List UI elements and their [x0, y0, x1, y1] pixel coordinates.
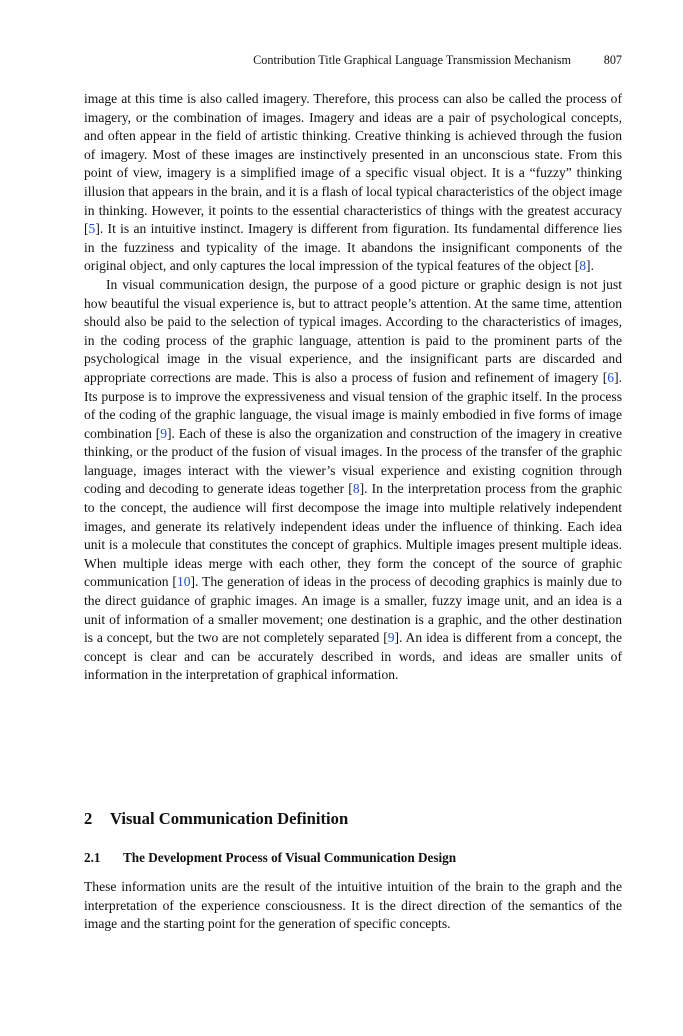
citation-link[interactable]: 9: [387, 630, 395, 646]
paragraph-text: ]. It is an intuitive instinct. Imagery is different from figuration. Its fundamental difference lies in the fuzziness and typicality of the image. It abandons the insignificant components of the original object, and only captures the local impression of the typical features of the object [: [84, 221, 622, 274]
paragraph-text: ].: [586, 258, 594, 274]
citation-link[interactable]: 10: [176, 574, 191, 590]
paragraph-text: ]. The generation of ideas in the process of decoding graphics is mainly due to the direct guidance of graphic images. An image is a smaller, fuzzy image unit, and an idea is a unit of information of a smaller movement; one destination is a graphic, and the other destination is a concept, but the two are not completely separated [: [84, 574, 622, 646]
paragraph-text: ]. Each of these is also the organization and construction of the imagery in creative thinking, or the product of the fusion of visual images. In the process of the transfer of the graphic language, images interact with the viewer’s visual experience and existing cognition through coding and decoding to generate ideas together [: [84, 425, 622, 497]
paragraph-3: These information units are the result of the intuitive intuition of the brain to the graph and the interpretation of the experience consciousness. It is the direct direction of the semantics of the image and the starting point for the generation of specific concepts.: [84, 879, 622, 932]
paragraph-1: [84, 90, 622, 276]
section-heading: [84, 808, 622, 830]
paragraph-text: ]. An idea is different from a concept, the concept is clear and can be accurately described in words, and ideas are smaller units of information in the interpretation of graphical information.: [84, 630, 623, 683]
paragraph-text: ]. In the interpretation process from the graphic to the concept, the audience will first decompose the image into multiple relatively independent images, and generate its relatively independent ideas under the influence of thinking. Each idea unit is a molecule that constitutes the concept of graphics. Multiple images present multiple ideas. When multiple ideas merge with each other, they form the concept of the source of graphic communication [: [84, 481, 623, 590]
citation-link[interactable]: 9: [160, 425, 168, 441]
subsection-heading: [84, 849, 622, 867]
running-header: [84, 51, 622, 69]
paragraph-text: In visual communication design, the purpose of a good picture or graphic design is not just how beautiful the visual experience is, but to attract people’s attention. At the same time, attention should also be paid to the selection of typical images. According to the characteristics of images, in the coding process of the graphic language, attention is paid to the prominent parts of the psychological image in the visual experience, and the insignificant parts are discarded and appropriate corrections are made. This is also a process of fusion and refinement of imagery [: [84, 276, 622, 385]
citation-link[interactable]: 5: [88, 221, 96, 237]
paragraph-text: image at this time is also called imagery. Therefore, this process can also be called the process of imagery, or the combination of images. Imagery and ideas are a pair of psychological concepts, and often appear in the field of artistic thinking. Creative thinking is achieved through the fusion of imagery. Most of these images are instinctively presented in an unconscious state. From this point of view, imagery is a simplified image of a specific visual object. It is a “fuzzy” thinking illusion that appears in the brain, and it is a flash of local typical characteristics of the object image in thinking. However, it points to the essential characteristics of things with the greatest accuracy [: [84, 91, 622, 237]
paragraph-text: ]. Its purpose is to improve the expressiveness and visual tension of the graphic itself. In the process of the coding of the graphic language, the visual image is mainly embodied in five forms of image combination [: [84, 369, 622, 441]
paragraph-2: [84, 276, 622, 685]
citation-link[interactable]: 8: [352, 481, 360, 497]
citation-link[interactable]: 8: [579, 258, 587, 274]
body-text: [84, 90, 622, 685]
subsection-title: The Development Process of Visual Communication Design: [123, 850, 457, 865]
page-number: 807: [603, 53, 622, 67]
subsection-number: 2.1: [84, 850, 101, 865]
citation-link[interactable]: 6: [607, 369, 615, 385]
running-title: Contribution Title Graphical Language Transmission Mechanism: [253, 53, 571, 67]
section-number: 2: [84, 809, 93, 828]
section-title: Visual Communication Definition: [110, 809, 349, 828]
body-text-continued: [84, 878, 622, 934]
